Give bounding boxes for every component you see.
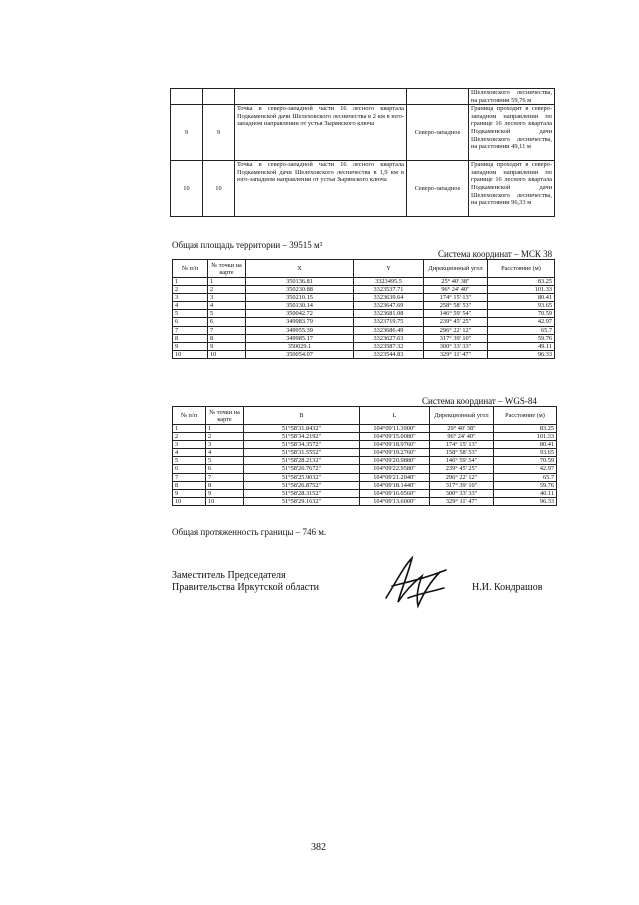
column-header: Расстояние (м) bbox=[488, 260, 555, 278]
table-cell: 93.65 bbox=[488, 302, 555, 310]
direction: Северо-западное bbox=[407, 161, 469, 217]
table-cell: 3 bbox=[173, 441, 206, 449]
table-cell: 10 bbox=[173, 497, 206, 505]
table-cell: 7 bbox=[173, 473, 206, 481]
table-cell: 6 bbox=[206, 465, 244, 473]
table-cell: 349985.17 bbox=[246, 334, 354, 342]
point-number: 9 bbox=[171, 105, 203, 161]
table-cell: 51°58'28.2132" bbox=[244, 457, 360, 465]
total-length-text: Общая протяженность границы – 746 м. bbox=[172, 527, 327, 537]
table-cell: 2 bbox=[173, 286, 208, 294]
table-cell: 51°58'31.5552" bbox=[244, 449, 360, 457]
table-cell: 83.25 bbox=[488, 278, 555, 286]
boundary-description-table bbox=[170, 88, 555, 217]
table-cell: 104°09'21.2040" bbox=[360, 473, 430, 481]
table-cell: 317° 39' 10" bbox=[424, 334, 488, 342]
table-cell: 104°09'18.9760" bbox=[360, 441, 430, 449]
table-cell: 80.41 bbox=[494, 441, 557, 449]
table-cell: 349955.39 bbox=[246, 326, 354, 334]
table-cell: 96° 24' 40" bbox=[430, 433, 494, 441]
table-row bbox=[173, 310, 555, 318]
table-row bbox=[173, 465, 557, 473]
table-cell: 3323627.63 bbox=[354, 334, 424, 342]
table-cell: 3 bbox=[206, 441, 244, 449]
table-cell: 258° 58' 53" bbox=[424, 302, 488, 310]
table-row bbox=[173, 449, 557, 457]
table-row bbox=[173, 497, 557, 505]
column-header: № п/п bbox=[173, 407, 206, 425]
table-cell: 51°58'25.9032" bbox=[244, 473, 360, 481]
table-cell: 317° 39' 10" bbox=[430, 481, 494, 489]
table-cell: 3 bbox=[173, 294, 208, 302]
table-cell: 4 bbox=[208, 302, 246, 310]
table-cell: 104°09'11.3900" bbox=[360, 425, 430, 433]
table-cell: 42.97 bbox=[488, 318, 555, 326]
table-cell: 239° 45' 25" bbox=[430, 465, 494, 473]
table-cell: 104°09'13.6000" bbox=[360, 497, 430, 505]
map-point-number: 10 bbox=[203, 161, 235, 217]
position-line-2: Правительства Иркутской области bbox=[172, 582, 319, 593]
point-description: Точка в северо-западной части 16 лесного квартала Подкаменской дачи Шелеховского лесничества в 1,9 км в юго-западном направлении от устья Зырянского ключа bbox=[235, 161, 407, 217]
table-cell: 42.97 bbox=[494, 465, 557, 473]
table-cell: 239° 45' 25" bbox=[424, 318, 488, 326]
table-cell: 7 bbox=[173, 326, 208, 334]
table-cell: 51°58'31.8432" bbox=[244, 425, 360, 433]
column-header: Дирекционный угол bbox=[430, 407, 494, 425]
table-cell: 1 bbox=[173, 425, 206, 433]
msk-coordinates-table bbox=[172, 259, 555, 359]
handwritten-signature bbox=[378, 552, 452, 612]
table-cell: 300° 33' 33" bbox=[430, 489, 494, 497]
map-point-number: 9 bbox=[203, 105, 235, 161]
column-header: L bbox=[360, 407, 430, 425]
table-cell: 96° 24' 40" bbox=[424, 286, 488, 294]
table-row bbox=[173, 473, 557, 481]
table-cell: 2 bbox=[208, 286, 246, 294]
msk-system-caption: Система координат – МСК 38 bbox=[438, 249, 553, 259]
table-cell: 59.76 bbox=[488, 334, 555, 342]
table-row bbox=[173, 286, 555, 294]
table-row bbox=[173, 342, 555, 350]
table-cell: 296° 22' 12" bbox=[430, 473, 494, 481]
point-number bbox=[171, 89, 203, 105]
table-cell: 174° 15' 13" bbox=[430, 441, 494, 449]
table-cell: 296° 22' 12" bbox=[424, 326, 488, 334]
table-cell: 5 bbox=[173, 457, 206, 465]
table-cell: 158° 58' 53" bbox=[430, 449, 494, 457]
table-cell: 1 bbox=[208, 278, 246, 286]
table-row bbox=[173, 481, 557, 489]
table-cell: 9 bbox=[173, 489, 206, 497]
table-cell: 9 bbox=[208, 342, 246, 350]
table-cell: 349983.79 bbox=[246, 318, 354, 326]
table-cell: 3323587.32 bbox=[354, 342, 424, 350]
boundary-row bbox=[171, 89, 555, 105]
point-description bbox=[235, 89, 407, 105]
table-row bbox=[173, 334, 555, 342]
table-cell: 29° 40' 38" bbox=[430, 425, 494, 433]
table-cell: 9 bbox=[206, 489, 244, 497]
table-cell: 104°09'15.0080" bbox=[360, 433, 430, 441]
table-cell: 329° 11' 47" bbox=[430, 497, 494, 505]
table-row bbox=[173, 457, 557, 465]
column-header: Расстояние (м) bbox=[494, 407, 557, 425]
table-cell: 3323719.75 bbox=[354, 318, 424, 326]
table-cell: 4 bbox=[173, 302, 208, 310]
boundary-row bbox=[171, 105, 555, 161]
direction: Северо-западное bbox=[407, 105, 469, 161]
border-description: Шелеховского лесничества, на расстоянии 59,76 м bbox=[469, 89, 555, 105]
table-cell: 40.11 bbox=[494, 489, 557, 497]
table-row bbox=[173, 326, 555, 334]
table-cell: 8 bbox=[173, 481, 206, 489]
column-header: № п/п bbox=[173, 260, 208, 278]
boundary-row bbox=[171, 161, 555, 217]
table-cell: 25° 40' 38" bbox=[424, 278, 488, 286]
table-cell: 329° 11' 47" bbox=[424, 350, 488, 358]
table-cell: 51°58'28.3152" bbox=[244, 489, 360, 497]
table-cell: 70.59 bbox=[488, 310, 555, 318]
table-cell: 174° 15' 13" bbox=[424, 294, 488, 302]
table-cell: 350130.14 bbox=[246, 302, 354, 310]
table-cell: 80.41 bbox=[488, 294, 555, 302]
table-cell: 8 bbox=[208, 334, 246, 342]
table-row bbox=[173, 350, 555, 358]
table-cell: 96.33 bbox=[494, 497, 557, 505]
table-row bbox=[173, 302, 555, 310]
border-description: Граница проходит в северо-западном направлении по границе 16 лесного квартала Подкаменской дачи Шелеховского лесничества, на расстоянии 49,11 м bbox=[469, 105, 555, 161]
total-area-text: Общая площадь территории – 39515 м² bbox=[172, 240, 323, 250]
direction bbox=[407, 89, 469, 105]
table-cell: 51°58'26.7672" bbox=[244, 465, 360, 473]
table-cell: 3323681.08 bbox=[354, 310, 424, 318]
table-cell: 10 bbox=[208, 350, 246, 358]
table-row bbox=[173, 318, 555, 326]
table-cell: 8 bbox=[173, 334, 208, 342]
wgs-system-caption: Система координат – WGS-84 bbox=[422, 396, 537, 406]
column-header: № точки на карте bbox=[208, 260, 246, 278]
table-cell: 4 bbox=[173, 449, 206, 457]
table-row bbox=[173, 433, 557, 441]
table-cell: 350042.72 bbox=[246, 310, 354, 318]
table-cell: 65.7 bbox=[488, 326, 555, 334]
table-cell: 6 bbox=[173, 465, 206, 473]
position-line-1: Заместитель Председателя bbox=[172, 570, 286, 581]
table-cell: 350210.15 bbox=[246, 294, 354, 302]
table-row bbox=[173, 294, 555, 302]
table-cell: 49.11 bbox=[488, 342, 555, 350]
table-cell: 9 bbox=[173, 342, 208, 350]
table-cell: 3323639.64 bbox=[354, 294, 424, 302]
table-cell: 104°09'16.0560" bbox=[360, 489, 430, 497]
table-cell: 4 bbox=[206, 449, 244, 457]
table-cell: 350054.07 bbox=[246, 350, 354, 358]
table-cell: 51°58'34.2192" bbox=[244, 433, 360, 441]
table-cell: 3323647.69 bbox=[354, 302, 424, 310]
table-cell: 146° 59' 54" bbox=[430, 457, 494, 465]
column-header: Дирекционный угол bbox=[424, 260, 488, 278]
table-cell: 70.59 bbox=[494, 457, 557, 465]
page-number: 382 bbox=[311, 842, 326, 853]
table-cell: 146° 59' 54" bbox=[424, 310, 488, 318]
table-cell: 104°09'18.1440" bbox=[360, 481, 430, 489]
table-row bbox=[173, 278, 555, 286]
table-cell: 51°58'29.1632" bbox=[244, 497, 360, 505]
table-cell: 104°09'20.9880" bbox=[360, 457, 430, 465]
table-cell: 6 bbox=[208, 318, 246, 326]
table-cell: 350136.81 bbox=[246, 278, 354, 286]
table-cell: 3 bbox=[208, 294, 246, 302]
table-cell: 1 bbox=[173, 278, 208, 286]
point-number: 10 bbox=[171, 161, 203, 217]
table-cell: 8 bbox=[206, 481, 244, 489]
table-cell: 300° 33' 33" bbox=[424, 342, 488, 350]
column-header: X bbox=[246, 260, 354, 278]
table-cell: 51°58'26.8752" bbox=[244, 481, 360, 489]
table-cell: 59.76 bbox=[494, 481, 557, 489]
column-header: B bbox=[244, 407, 360, 425]
table-cell: 3323544.83 bbox=[354, 350, 424, 358]
table-cell: 51°58'34.3572" bbox=[244, 441, 360, 449]
table-cell: 3323495.5 bbox=[354, 278, 424, 286]
table-cell: 5 bbox=[173, 310, 208, 318]
wgs-coordinates-table bbox=[172, 406, 557, 506]
table-cell: 2 bbox=[173, 433, 206, 441]
signatory-position bbox=[172, 570, 319, 594]
table-cell: 83.25 bbox=[494, 425, 557, 433]
table-cell: 10 bbox=[173, 350, 208, 358]
table-cell: 10 bbox=[206, 497, 244, 505]
table-cell: 6 bbox=[173, 318, 208, 326]
table-cell: 96.33 bbox=[488, 350, 555, 358]
table-row bbox=[173, 441, 557, 449]
table-cell: 65.7 bbox=[494, 473, 557, 481]
table-cell: 5 bbox=[206, 457, 244, 465]
point-description: Точка в северо-западной части 16 лесного квартала Подкаменской дачи Шелеховского лесничества в 2 км в юго-западном направлении от устья Зырянского ключа bbox=[235, 105, 407, 161]
table-cell: 3323686.49 bbox=[354, 326, 424, 334]
signatory-name: Н.И. Кондрашов bbox=[472, 582, 543, 593]
table-cell: 104°09'19.2760" bbox=[360, 449, 430, 457]
column-header: Y bbox=[354, 260, 424, 278]
table-cell: 7 bbox=[208, 326, 246, 334]
table-cell: 3323537.71 bbox=[354, 286, 424, 294]
table-cell: 1 bbox=[206, 425, 244, 433]
border-description: Граница проходит в северо-западном направлении по границе 16 лесного квартала Подкаменской дачи Шелеховского лесничества, на расстоянии 96,33 м bbox=[469, 161, 555, 217]
table-cell: 7 bbox=[206, 473, 244, 481]
map-point-number bbox=[203, 89, 235, 105]
table-cell: 5 bbox=[208, 310, 246, 318]
table-cell: 2 bbox=[206, 433, 244, 441]
table-cell: 101.33 bbox=[488, 286, 555, 294]
table-row bbox=[173, 489, 557, 497]
table-row bbox=[173, 425, 557, 433]
table-cell: 350230.88 bbox=[246, 286, 354, 294]
table-cell: 104°09'22.9580" bbox=[360, 465, 430, 473]
table-cell: 101.33 bbox=[494, 433, 557, 441]
table-cell: 93.65 bbox=[494, 449, 557, 457]
table-cell: 350029.1 bbox=[246, 342, 354, 350]
column-header: № точки на карте bbox=[206, 407, 244, 425]
